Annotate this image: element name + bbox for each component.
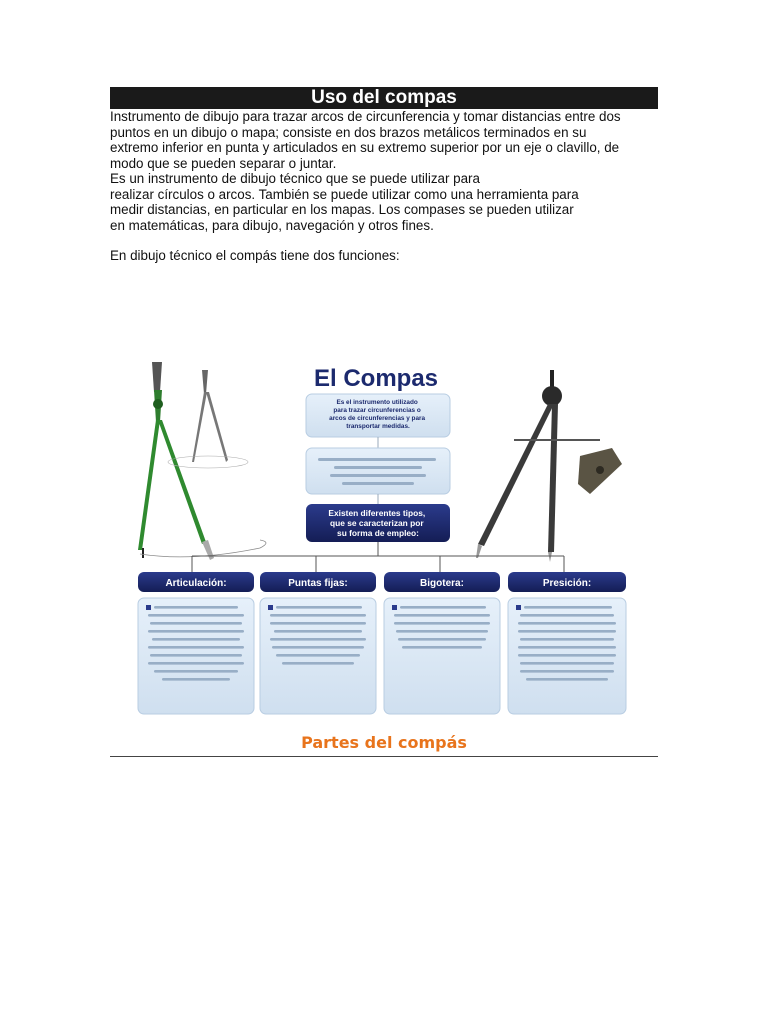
text-line: extremo inferior en punta y articulados en su extremo superior por un eje o clavillo, de [110, 140, 620, 155]
text-line: en matemáticas, para dibujo, navegación y otros fines. [110, 217, 434, 233]
arc-curve [168, 456, 248, 468]
compass-accessory-illustration [578, 448, 622, 494]
text-line: Es un instrumento de dibujo técnico que se puede utilizar para [110, 171, 480, 186]
description-panel-articulacion [138, 598, 254, 714]
type-label: Puntas fijas: [288, 578, 348, 589]
text-line: puntos en un dibujo o mapa; consiste en dos brazos metálicos terminados en su [110, 124, 587, 140]
infographic-heading: El Compas [313, 365, 439, 392]
document-title: Uso del compas [110, 87, 658, 109]
text-line: En dibujo técnico el compás tiene dos funciones: [110, 248, 400, 263]
paragraph-definition [110, 109, 670, 171]
green-compass-illustration [138, 362, 214, 560]
description-panel-bigotera [384, 598, 500, 714]
text-line: modo que se pueden separar o juntar. [110, 155, 337, 171]
types-text: Existen diferentes tipos, que se caracterizan por su forma de empleo: [328, 508, 426, 538]
text-line: medir distancias, en particular en los mapas. Los compases se pueden utilizar [110, 202, 574, 217]
type-header-presicion [508, 572, 626, 592]
section-divider [110, 756, 658, 757]
type-header-puntas-fijas [260, 572, 376, 592]
text-line: Instrumento de dibujo para trazar arcos de circunferencia y tomar distancias entre dos [110, 109, 621, 124]
type-label: Articulación: [165, 578, 227, 589]
text-line: realizar círculos o arcos. También se puede utilizar como una herramienta para [110, 186, 579, 202]
type-label: Bigotera: [420, 578, 464, 589]
type-label: Presición: [542, 578, 592, 589]
connector-lines [192, 542, 564, 572]
paragraph-uses [110, 171, 670, 233]
description-panel-puntas-fijas [260, 598, 376, 714]
silver-compass-illustration [192, 370, 228, 462]
compass-infographic [122, 362, 634, 718]
structure-box [306, 448, 450, 494]
paragraph-functions [110, 248, 670, 264]
definition-text: Es el instrumento utilizado para trazar circunferencias o arcos de circunferencias y para transportar medidas. [329, 399, 426, 430]
type-header-articulacion [138, 572, 254, 592]
description-panel-presicion [508, 598, 626, 714]
type-header-bigotera [384, 572, 500, 592]
figure-caption: Partes del compás [301, 733, 467, 752]
